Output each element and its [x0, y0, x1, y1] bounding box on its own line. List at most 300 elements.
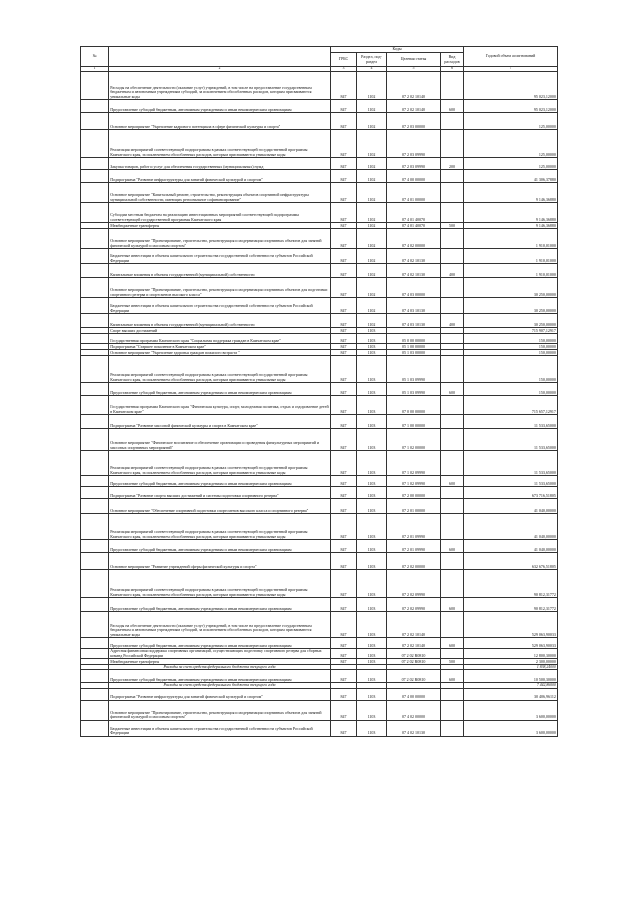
row-amount: 1 910,01000 [464, 249, 558, 264]
row-amount: 41 040,00000 [464, 499, 558, 514]
row-section: 1103 [357, 540, 387, 553]
row-name: Предоставление субсидий бюджетным, автономным учреждениям и иным некоммерческим организациям [109, 383, 331, 396]
table-row [81, 183, 558, 203]
table-row [81, 383, 558, 396]
row-name: Подпрограмма "Старшее поколение в Камчатском крае" [109, 344, 331, 350]
row-expense-type [441, 415, 464, 429]
row-target-article: 07 4 01 00000 [387, 183, 441, 203]
row-expense-type [441, 113, 464, 130]
row-name: Реализация мероприятий соответствующей подпрограммы в рамках соответствующей государственной программы Камчатского края, за исключением обособленных расходов, которым присваиваются уникальные коды [109, 356, 331, 383]
row-section: 1102 [357, 223, 387, 229]
row-target-article: 07 2 01 09990 [387, 514, 441, 540]
row-section: 1103 [357, 700, 387, 720]
row-number [81, 638, 109, 649]
row-name: Бюджетные инвестиции в объекты капитального строительства государственной собственности субъектов Российской Федерации [109, 298, 331, 314]
row-name: Адресная финансовая поддержка спортивных организаций, осуществляющих подготовку спортивного резерва для сборных команд Российской Федерации [109, 649, 331, 659]
row-grbs: 847 [331, 229, 357, 249]
row-grbs: 847 [331, 649, 357, 659]
row-amount: 125,00000 [464, 158, 558, 170]
budget-table [80, 46, 558, 737]
row-section: 1103 [357, 649, 387, 659]
row-grbs: 847 [331, 264, 357, 278]
row-grbs: 847 [331, 158, 357, 170]
row-grbs: 847 [331, 130, 357, 158]
row-name: Капитальные вложения в объекты государственной (муниципальной) собственности [109, 314, 331, 328]
table-row [81, 487, 558, 499]
row-section: 1103 [357, 553, 387, 570]
row-target-article: 07 2 02 R0810 [387, 649, 441, 659]
row-section: 1103 [357, 612, 387, 638]
row-grbs: 847 [331, 278, 357, 298]
row-target-article: 05 1 00 00000 [387, 344, 441, 350]
row-name: Капитальные вложения в объекты государственной (муниципальной) собственности [109, 264, 331, 278]
row-number [81, 649, 109, 659]
row-amount: 529 063,90033 [464, 612, 558, 638]
row-name: Межбюджетные трансферты [109, 659, 331, 665]
row-name: Основное мероприятие "Обеспечение спортивной подготовки спортсменов высокого класса и спортивного резерва" [109, 499, 331, 514]
column-index: 3 [331, 67, 357, 72]
row-section: 1102 [357, 158, 387, 170]
row-number [81, 334, 109, 344]
row-number [81, 451, 109, 476]
row-expense-type [441, 229, 464, 249]
row-section: 1102 [357, 72, 387, 100]
row-number [81, 570, 109, 598]
table-row [81, 612, 558, 638]
row-amount: 90 812,31772 [464, 570, 558, 598]
row-expense-type [441, 688, 464, 700]
table-row [81, 499, 558, 514]
row-expense-type: 500 [441, 223, 464, 229]
row-expense-type: 600 [441, 670, 464, 683]
row-expense-type [441, 720, 464, 736]
row-section: 1102 [357, 170, 387, 183]
row-number [81, 170, 109, 183]
table-row [81, 229, 558, 249]
row-target-article: 07 1 02 09990 [387, 476, 441, 487]
row-section: 1103 [357, 659, 387, 665]
row-name: Предоставление субсидий бюджетным, автономным учреждениям и иным некоммерческим организациям [109, 540, 331, 553]
row-name: Основное мероприятие "Укрепление здоровья граждан пожилого возраста " [109, 350, 331, 356]
row-target-article: 07 4 03 00000 [387, 278, 441, 298]
row-target-article: 07 4 02 10130 [387, 720, 441, 736]
row-expense-type [441, 130, 464, 158]
row-grbs: 847 [331, 476, 357, 487]
row-amount: 11 533,65000 [464, 451, 558, 476]
row-amount: 90 812,31772 [464, 598, 558, 612]
row-section: 1103 [357, 334, 387, 344]
table-row [81, 638, 558, 649]
row-name: Расходы на обеспечение деятельности (оказание услуг) учреждений, в том числе на предоставление государственным бюджетным и автономным учреждениям субсидий, за исключением обособленных расходов, которым присваиваются уникальные коды [109, 612, 331, 638]
row-section: 1102 [357, 314, 387, 328]
table-row [81, 700, 558, 720]
row-target-article: 05 1 03 09990 [387, 383, 441, 396]
row-expense-type [441, 298, 464, 314]
header-target-article: Целевая статья [387, 53, 441, 67]
header-codes: Коды [331, 47, 464, 53]
row-number [81, 383, 109, 396]
row-number [81, 278, 109, 298]
column-index: 5 [387, 67, 441, 72]
row-section: 1102 [357, 130, 387, 158]
row-name: Спорт высших достижений [109, 328, 331, 334]
row-grbs: 847 [331, 598, 357, 612]
row-amount: 3 600,00000 [464, 700, 558, 720]
row-amount: 7 442,86000 [464, 683, 558, 688]
table-row [81, 278, 558, 298]
row-expense-type [441, 203, 464, 223]
row-grbs: 847 [331, 612, 357, 638]
row-target-article: 07 2 02 R0810 [387, 670, 441, 683]
row-expense-type [441, 612, 464, 638]
row-grbs: 847 [331, 670, 357, 683]
row-grbs: 847 [331, 383, 357, 396]
row-expense-type [441, 429, 464, 451]
row-expense-type [441, 278, 464, 298]
row-target-article: 07 2 00 00000 [387, 487, 441, 499]
row-number [81, 499, 109, 514]
row-name: Бюджетные инвестиции в объекты капитального строительства государственной собственности субъектов Российской Федерации [109, 720, 331, 736]
row-amount: 30 250,00000 [464, 278, 558, 298]
header-expense-type: Вид расходов [441, 53, 464, 67]
row-grbs: 847 [331, 429, 357, 451]
row-amount: 150,00000 [464, 344, 558, 350]
row-amount: 11 533,65000 [464, 476, 558, 487]
row-amount: 12 800,30000 [464, 649, 558, 659]
row-grbs: 847 [331, 328, 357, 334]
row-expense-type [441, 249, 464, 264]
row-target-article: 07 2 03 09990 [387, 158, 441, 170]
row-grbs: 847 [331, 638, 357, 649]
column-index: 6 [441, 67, 464, 72]
table-row [81, 298, 558, 314]
row-name: Предоставление субсидий бюджетным, автономным учреждениям и иным некоммерческим организациям [109, 638, 331, 649]
column-index: 2 [109, 67, 331, 72]
row-section: 1102 [357, 113, 387, 130]
row-section: 1103 [357, 429, 387, 451]
row-number [81, 514, 109, 540]
row-amount: 11 533,65000 [464, 429, 558, 451]
row-expense-type [441, 451, 464, 476]
row-grbs: 847 [331, 540, 357, 553]
row-number [81, 100, 109, 113]
row-target-article: 07 2 02 10140 [387, 638, 441, 649]
row-amount: 529 063,90033 [464, 638, 558, 649]
row-section: 1102 [357, 229, 387, 249]
row-expense-type: 600 [441, 383, 464, 396]
row-grbs: 847 [331, 700, 357, 720]
row-expense-type: 500 [441, 659, 464, 665]
row-number [81, 688, 109, 700]
row-section: 1103 [357, 499, 387, 514]
row-expense-type [441, 356, 464, 383]
row-section: 1103 [357, 356, 387, 383]
row-amount: 30 250,00000 [464, 298, 558, 314]
row-target-article: 07 4 02 10130 [387, 249, 441, 264]
table-row [81, 598, 558, 612]
row-section: 1103 [357, 328, 387, 334]
row-amount: 1 910,01000 [464, 264, 558, 278]
row-name: Основное мероприятие "Проектирование, строительство, реконструкция и модернизация спортивных объектов для занятий физической культурой и массовым спортом" [109, 700, 331, 720]
row-grbs: 847 [331, 72, 357, 100]
row-target-article: 07 2 03 00000 [387, 113, 441, 130]
row-number [81, 612, 109, 638]
table-row [81, 334, 558, 344]
row-amount: 9 146,36880 [464, 203, 558, 223]
row-name: Подпрограмма "Развитие инфраструктуры для занятий физической культурой и спортом" [109, 688, 331, 700]
row-section: 1103 [357, 383, 387, 396]
row-section: 1103 [357, 487, 387, 499]
row-name: Расходы за счет средств федерального бюджета текущего года [109, 665, 331, 670]
row-name: Закупка товаров, работ и услуг для обеспечения государственных (муниципальных) нужд [109, 158, 331, 170]
row-number [81, 396, 109, 415]
column-index: 4 [357, 67, 387, 72]
table-row [81, 100, 558, 113]
row-name: Основное мероприятие "Проектирование, строительство, реконструкция и модернизация спортивных объектов для подготовки спортивного резерва и спортсменов высокого класса" [109, 278, 331, 298]
row-number [81, 487, 109, 499]
table-row [81, 570, 558, 598]
row-target-article: 07 1 00 00000 [387, 415, 441, 429]
row-number [81, 700, 109, 720]
row-number [81, 670, 109, 683]
row-target-article: 07 2 02 09990 [387, 570, 441, 598]
header-num: № [81, 47, 109, 67]
row-amount: 11 533,65000 [464, 415, 558, 429]
row-name: Субсидии местным бюджетам на реализацию инвестиционных мероприятий соответствующей подпрограммы соответствующей государственной программы Камчатского края [109, 203, 331, 223]
row-expense-type [441, 700, 464, 720]
row-section: 1103 [357, 720, 387, 736]
row-amount: 9 146,36880 [464, 223, 558, 229]
row-name: Расходы на обеспечение деятельности (оказание услуг) учреждений, в том числе на предоставление государственным бюджетным и автономным учреждениям субсидий, за исключением обособленных расходов, которым присваиваются уникальные коды [109, 72, 331, 100]
row-name: Основное мероприятие "Проектирование, строительство, реконструкция и модернизация спортивных объектов для занятий физической культурой и массовым спортом" [109, 229, 331, 249]
row-name: Предоставление субсидий бюджетным, автономным учреждениям и иным некоммерческим организациям [109, 670, 331, 683]
row-expense-type [441, 183, 464, 203]
row-target-article: 07 2 02 09990 [387, 598, 441, 612]
row-amount: 2 300,00000 [464, 659, 558, 665]
row-target-article: 07 2 02 10140 [387, 72, 441, 100]
row-amount: 41 040,00000 [464, 540, 558, 553]
row-section: 1102 [357, 100, 387, 113]
header-section: Раздел, под-раздел [357, 53, 387, 67]
row-expense-type [441, 396, 464, 415]
row-amount: 41 306,37880 [464, 170, 558, 183]
row-amount: 125,00000 [464, 113, 558, 130]
row-section: 1103 [357, 344, 387, 350]
row-amount: 715 907,12917 [464, 328, 558, 334]
row-name: Подпрограмма "Развитие спорта высших достижений и системы подготовки спортивного резерва" [109, 487, 331, 499]
row-expense-type: 200 [441, 158, 464, 170]
row-section: 1103 [357, 396, 387, 415]
header-name [109, 47, 331, 67]
row-grbs: 847 [331, 249, 357, 264]
table-row [81, 720, 558, 736]
row-name: Предоставление субсидий бюджетным, автономным учреждениям и иным некоммерческим организациям [109, 100, 331, 113]
row-grbs: 847 [331, 113, 357, 130]
row-target-article: 07 2 02 R0810 [387, 659, 441, 665]
row-section: 1102 [357, 183, 387, 203]
row-expense-type [441, 487, 464, 499]
row-number [81, 720, 109, 736]
row-number [81, 72, 109, 100]
row-grbs: 847 [331, 720, 357, 736]
row-amount: 715 657,12917 [464, 396, 558, 415]
row-target-article: 07 0 00 00000 [387, 396, 441, 415]
table-row [81, 264, 558, 278]
row-grbs: 847 [331, 451, 357, 476]
table-row [81, 429, 558, 451]
row-number [81, 476, 109, 487]
row-expense-type: 400 [441, 264, 464, 278]
table-row [81, 670, 558, 683]
row-amount: 150,00000 [464, 334, 558, 344]
row-number [81, 203, 109, 223]
row-target-article: 07 1 02 09990 [387, 451, 441, 476]
row-amount: 95 023,12000 [464, 100, 558, 113]
row-grbs: 847 [331, 659, 357, 665]
table-row [81, 356, 558, 383]
row-target-article: 07 4 01 40070 [387, 223, 441, 229]
row-expense-type: 600 [441, 540, 464, 553]
row-name: Подпрограмма "Развитие инфраструктуры для занятий физической культурой и спортом" [109, 170, 331, 183]
row-amount: 1 910,01000 [464, 229, 558, 249]
row-amount: 150,00000 [464, 350, 558, 356]
row-target-article: 07 2 02 00000 [387, 553, 441, 570]
row-number [81, 249, 109, 264]
row-name: Основное мероприятие "Физическое воспитание и обеспечение организации и проведения физкультурных мероприятий и массовых спортивных мероприятий" [109, 429, 331, 451]
table-row [81, 396, 558, 415]
row-number [81, 113, 109, 130]
row-expense-type [441, 170, 464, 183]
row-number [81, 598, 109, 612]
row-number [81, 183, 109, 203]
row-section: 1103 [357, 570, 387, 598]
row-target-article: 07 4 00 00000 [387, 688, 441, 700]
row-name: Государственная программа Камчатского края "Социальная поддержка граждан в Камчатском крае" [109, 334, 331, 344]
table-row [81, 130, 558, 158]
row-number [81, 264, 109, 278]
row-section: 1103 [357, 415, 387, 429]
row-name: Предоставление субсидий бюджетным, автономным учреждениям и иным некоммерческим организациям [109, 598, 331, 612]
row-grbs: 847 [331, 499, 357, 514]
row-target-article: 07 4 01 40070 [387, 203, 441, 223]
row-expense-type [441, 514, 464, 540]
row-grbs: 847 [331, 688, 357, 700]
row-amount: 9 146,36880 [464, 183, 558, 203]
row-expense-type [441, 72, 464, 100]
row-number [81, 130, 109, 158]
row-name: Основное мероприятие "Капитальный ремонт, строительство, реконструкция объектов спортивной инфраструктуры муниципальной собственности, имеющих региональное софинансирование" [109, 183, 331, 203]
row-section: 1102 [357, 203, 387, 223]
table-row [81, 170, 558, 183]
row-grbs: 847 [331, 553, 357, 570]
row-grbs: 847 [331, 298, 357, 314]
table-row [81, 203, 558, 223]
table-body [81, 72, 558, 737]
row-grbs: 847 [331, 203, 357, 223]
row-section: 1103 [357, 350, 387, 356]
row-name: Реализация мероприятий соответствующей подпрограммы в рамках соответствующей государственной программы Камчатского края, за исключением обособленных расходов, которым присваиваются уникальные коды [109, 570, 331, 598]
row-section: 1103 [357, 670, 387, 683]
row-grbs: 847 [331, 570, 357, 598]
table-row [81, 451, 558, 476]
row-name: Реализация мероприятий соответствующей подпрограммы в рамках соответствующей государственной программы Камчатского края, за исключением обособленных расходов, которым присваиваются уникальные коды [109, 130, 331, 158]
table-row [81, 688, 558, 700]
row-expense-type [441, 553, 464, 570]
row-amount: 1 838,24000 [464, 665, 558, 670]
row-amount: 3 600,00000 [464, 720, 558, 736]
row-grbs: 847 [331, 334, 357, 344]
row-name: Государственная программа Камчатского края "Физическая культура, спорт, молодежная политика, отдых и оздоровление детей в Камчатском крае" [109, 396, 331, 415]
row-section: 1103 [357, 638, 387, 649]
row-grbs: 847 [331, 314, 357, 328]
row-target-article: 07 2 02 10140 [387, 100, 441, 113]
row-section: 1103 [357, 451, 387, 476]
row-target-article: 05 1 03 09990 [387, 356, 441, 383]
row-target-article: 07 4 03 10130 [387, 298, 441, 314]
row-section: 1103 [357, 514, 387, 540]
row-expense-type [441, 499, 464, 514]
row-amount: 10 500,30000 [464, 670, 558, 683]
row-expense-type: 400 [441, 314, 464, 328]
column-index: 1 [81, 67, 109, 72]
row-name: Реализация мероприятий соответствующей подпрограммы в рамках соответствующей государственной программы Камчатского края, за исключением обособленных расходов, которым присваиваются уникальные коды [109, 514, 331, 540]
table-row [81, 649, 558, 659]
row-grbs: 847 [331, 223, 357, 229]
table-row [81, 415, 558, 429]
row-section: 1103 [357, 598, 387, 612]
row-amount: 632 676,51805 [464, 553, 558, 570]
row-target-article: 07 4 02 10130 [387, 264, 441, 278]
row-amount: 95 023,12000 [464, 72, 558, 100]
row-expense-type: 600 [441, 638, 464, 649]
row-target-article: 07 4 02 00000 [387, 229, 441, 249]
row-section: 1102 [357, 264, 387, 278]
row-name: Подпрограмма "Развитие массовой физической культуры и спорта в Камчатском крае" [109, 415, 331, 429]
row-grbs: 847 [331, 170, 357, 183]
row-target-article: 07 4 03 10130 [387, 314, 441, 328]
row-grbs: 847 [331, 356, 357, 383]
table-row [81, 113, 558, 130]
row-section: 1102 [357, 298, 387, 314]
row-grbs: 847 [331, 183, 357, 203]
row-amount: 673 716,51805 [464, 487, 558, 499]
row-section: 1103 [357, 476, 387, 487]
row-grbs: 847 [331, 487, 357, 499]
row-target-article: 07 2 03 09990 [387, 130, 441, 158]
row-target-article: 07 2 01 00000 [387, 499, 441, 514]
row-section: 1102 [357, 249, 387, 264]
row-name: Основное мероприятие "Укрепление кадрового потенциала в сфере физической культуры и спорта" [109, 113, 331, 130]
table-row [81, 514, 558, 540]
row-expense-type [441, 334, 464, 344]
header-grbs: ГРБС [331, 53, 357, 67]
row-amount: 30 250,00000 [464, 314, 558, 328]
table-row [81, 72, 558, 100]
row-number [81, 229, 109, 249]
row-section: 1102 [357, 278, 387, 298]
row-number [81, 553, 109, 570]
row-amount: 30 406,96112 [464, 688, 558, 700]
row-target-article: 07 4 02 00000 [387, 700, 441, 720]
row-amount: 125,00000 [464, 130, 558, 158]
row-grbs: 847 [331, 396, 357, 415]
row-grbs: 847 [331, 344, 357, 350]
row-number [81, 415, 109, 429]
row-target-article: 07 2 02 10140 [387, 612, 441, 638]
row-name: Расходы за счет средств федерального бюджета текущего года [109, 683, 331, 688]
row-number [81, 429, 109, 451]
row-amount: 41 040,00000 [464, 514, 558, 540]
